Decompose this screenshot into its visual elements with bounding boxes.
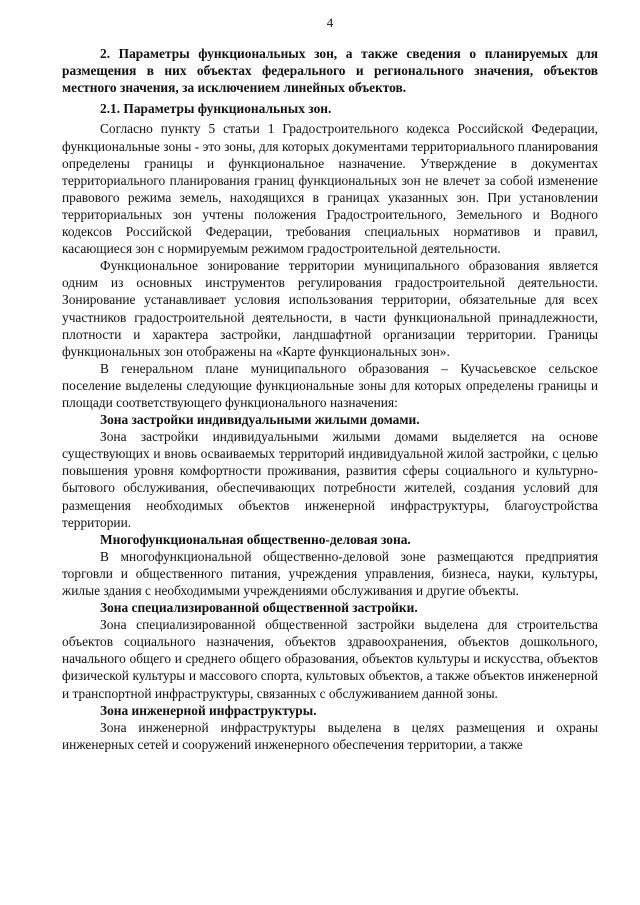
page-number: 4 <box>326 15 334 30</box>
zone-heading-engineering: Зона инженерной инфраструктуры. <box>100 702 317 718</box>
paragraph-public: Зона специализированной общественной застройки выделена для строительства объектов социального назначения, объектов здравоохранения, объектов дошкольного, начального общего и среднего общего образования, объектов культуры и искусства, объектов физической культуры и массового спорта, культовых объектов, а также объектов инженерной и транспортной инфраструктуры, связанных с обслуживанием данной зоны. <box>62 617 598 701</box>
zone-heading-business: Многофункциональная общественно-деловая зона. <box>100 531 411 547</box>
subsection-heading: 2.1. Параметры функциональных зон. <box>100 101 332 117</box>
paragraph-zoning: Функциональное зонирование территории муниципального образования является одним из основных инструментов регулирования градостроительной деятельности. Зонирование устанавливает условия использования территории, обязательные для всех участников градостроительной деятельности, в части функциональной принадлежности, плотности и характера застройки, ландшафтной организации территории. Границы функциональных зон отображены на «Карте функциональных зон». <box>62 258 598 359</box>
zone-heading-residential: Зона застройки индивидуальными жилыми домами. <box>100 412 420 428</box>
paragraph-zone-list-intro: В генеральном плане муниципального образования – Кучасьевское сельское поселение выделены следующие функциональные зоны для которых определены границы и площади соответствующего функционального назначения: <box>62 360 598 410</box>
paragraph-business: В многофункциональной общественно-деловой зоне размещаются предприятия торговли и общественного питания, учреждения управления, бизнеса, науки, культуры, жилые здания с необходимыми учреждениями обслуживания и другие объекты. <box>62 548 598 598</box>
zone-heading-public: Зона специализированной общественной застройки. <box>100 600 418 616</box>
paragraph-engineering: Зона инженерной инфраструктуры выделена в целях размещения и охраны инженерных сетей и сооружений инженерного обеспечения территории, а также <box>62 719 598 752</box>
paragraph-residential: Зона застройки индивидуальными жилыми домами выделяется на основе существующих и вновь осваиваемых территорий индивидуальной жилой застройки, с целью повышения уровня комфортности проживания, развития сферы социального и культурно-бытового обслуживания, обеспечивающих потребности жителей, создания условий для размещения необходимых объектов инженерной инфраструктуры, благоустройства территории. <box>62 429 598 530</box>
section-heading: 2. Параметры функциональных зон, а также сведения о планируемых для размещения в них объектах федерального и регионального значения, объектов местного значения, за исключением линейных объектов. <box>62 46 598 96</box>
paragraph-definition: Согласно пункту 5 статьи 1 Градостроительного кодекса Российской Федерации, функциональные зоны - это зоны, для которых документами территориального планирования определены границы и функциональное назначение. Утверждение в документах территориального планирования границ функциональных зон не влечет за собой изменение правового режима земель, находящихся в границах указанных зон. При установлении территориальных зон учтены положения Градостроительного, Земельного и Водного кодексов Российской Федерации, требования специальных нормативов и правил, касающиеся зон с нормируемым режимом градостроительной деятельности. <box>62 121 598 257</box>
